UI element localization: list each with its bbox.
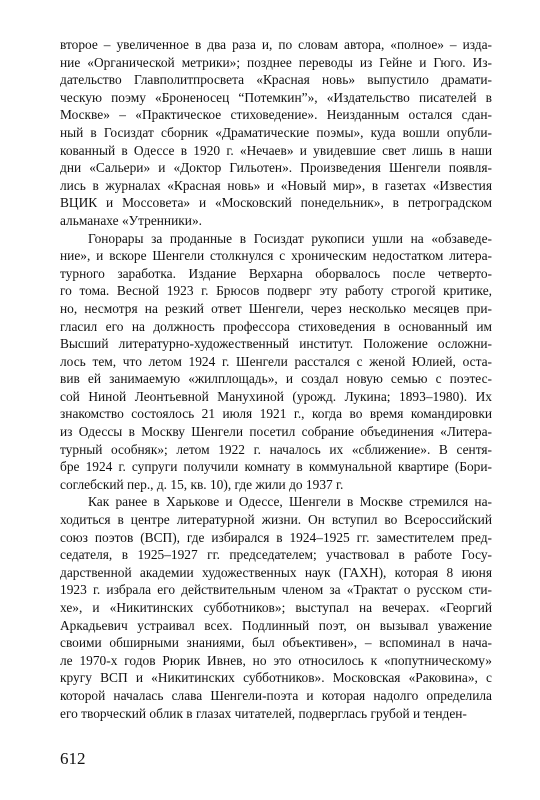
- text-line: Как ранее в Харькове и Одессе, Шенгели в Москве стремился на-: [88, 494, 492, 510]
- text-line: Москве» – «Практическое стиховедение». Неизданным остался сдан-: [60, 107, 492, 123]
- text-line: ный в Госиздат сборник «Драматические поэмы», куда вошли опубли-: [60, 124, 492, 140]
- text-line: альманахе «Утренники».: [60, 212, 202, 228]
- text-line: турного заработка. Издание Верхарна оборвалось после четверто-: [60, 265, 492, 281]
- paragraph: [60, 493, 492, 722]
- text-line: дарственной академии художественных наук (ГАХН), которая 8 июня: [60, 564, 492, 580]
- paragraph: [60, 36, 492, 230]
- text-line: Аркадьевич устраивал всех. Подлинный поэт, он вызывал уважение: [60, 617, 492, 633]
- text-line: из Одессы в Москву Шенгели посетил собрание объединения «Литера-: [60, 424, 492, 440]
- text-line: гласил его на должность профессора стиховедения в основанный им: [60, 318, 492, 334]
- text-line: вив ей занимаемую «жилплощадь», и создал новую семью с поэтес-: [60, 371, 492, 387]
- page-number: 612: [60, 749, 86, 768]
- text-line: ние «Органической метрики»; позднее переводы из Гейне и Гюго. Из-: [60, 54, 492, 70]
- text-line: знакомство состоялось 21 июля 1921 г., когда во время командировки: [60, 406, 492, 422]
- text-line: хе», и «Никитинских субботников»; выступал на вечерах. «Георгий: [60, 600, 492, 615]
- text-line: ВЦИК и Моссовета» и «Московский понедельник», в петроградском: [60, 195, 492, 211]
- text-line: кругу ВСП и «Никитинских субботников». Московская «Раковина», с: [60, 670, 492, 686]
- text-line: бре 1924 г. супруги получили комнату в коммунальной квартире (Бори-: [60, 459, 492, 475]
- text-line: Высший литературно-художественный институт. Положение осложни-: [60, 336, 492, 352]
- text-line: его творческий облик в глазах читателей, подверглась грубой и тенден-: [60, 705, 467, 721]
- text-line: лось тем, что летом 1924 г. Шенгели расстался с женой Юлией, оста-: [60, 353, 492, 369]
- text-line: которой началась слава Шенгели-поэта и которая надолго определила: [60, 687, 492, 703]
- text-line: союз поэтов (ВСП), где избирался в 1924–1925 гг. заместителем пред-: [60, 529, 492, 545]
- paragraph: [60, 230, 492, 494]
- text-line: 1923 г. избрала его действительным членом за «Трактат о русском сти-: [60, 582, 492, 598]
- text-line: ле 1970-х годов Рюрик Ивнев, но это относилось к «попутническому»: [60, 652, 492, 668]
- text-line: дательство Главполитпросвета «Красная новь» выпустило драмати-: [60, 72, 492, 88]
- text-line: ческую поэму «Броненосец “Потемкин”», «Издательство писателей в: [60, 89, 492, 105]
- text-line: своими обширными знаниями, был объективен», – вспоминал в нача-: [60, 635, 492, 651]
- text-line: Гонорары за проданные в Госиздат рукописи ушли на «обзаведе-: [88, 230, 492, 246]
- text-line: ние», и вскоре Шенгели столкнулся с хроническим недостатком литера-: [60, 248, 492, 264]
- body-text: [60, 36, 492, 722]
- text-line: кованный в Одессе в 1920 г. «Нечаев» и увидевшие свет лишь в наши: [60, 142, 492, 158]
- text-line: дни «Сальери» и «Доктор Гильотен». Произведения Шенгели появля-: [60, 160, 492, 176]
- text-line: но, несмотря на резкий ответ Шенгели, через несколько месяцев при-: [60, 300, 492, 316]
- text-line: го тома. Весной 1923 г. Брюсов подверг эту работу строгой критике,: [60, 283, 492, 299]
- text-line: турный особняк»; летом 1922 г. началось их «сближение». В сентя-: [60, 441, 492, 457]
- text-line: соглебский пер., д. 15, кв. 10), где жили до 1937 г.: [60, 476, 344, 492]
- text-line: второе – увеличенное в два раза и, по словам автора, «полное» – изда-: [60, 37, 492, 52]
- text-line: седателя, в 1925–1927 гг. председателем; участвовал в работе Госу-: [60, 547, 492, 563]
- text-line: сой Ниной Леонтьевной Манухиной (урожд. Лукина; 1893–1980). Их: [60, 388, 492, 404]
- text-line: лись в журналах «Красная новь» и «Новый мир», в газетах «Известия: [60, 177, 492, 193]
- text-line: ходиться в центре литературной жизни. Он вступил во Всероссийский: [60, 512, 492, 528]
